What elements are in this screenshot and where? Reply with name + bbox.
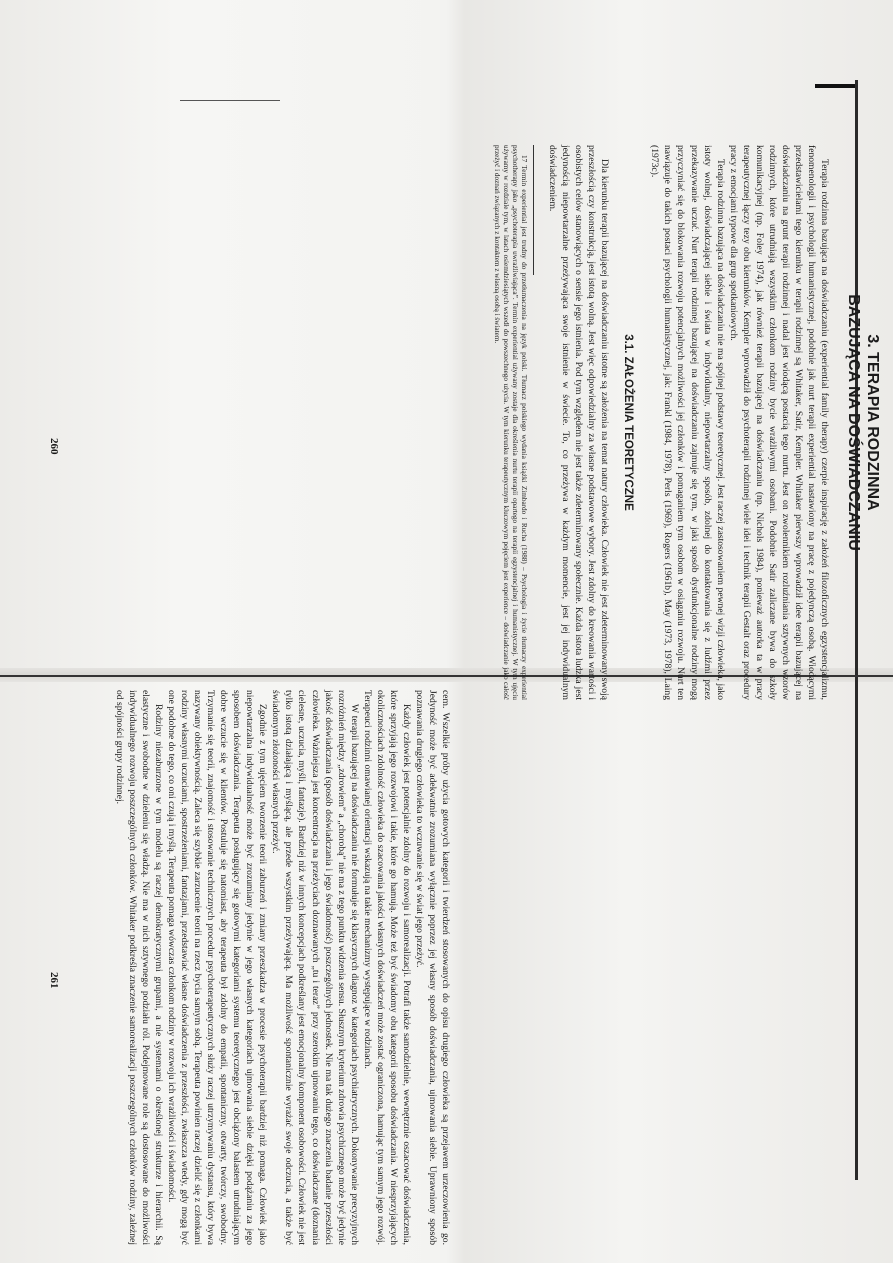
- paragraph: cem. Wszelkie próby użycia gotowych kategorii i twierdzeń stosowanych do opisu drugiego człowieka są przejawem urzeczowienia go. Jedyność może być adekwatnie zrozumiana wyłącznie poprzez jej własny sposób doświadczania, ujmowania siebie. Uprawniony sposób poznawania drugiego człowieka to wczuwanie się w świat jego przeżyć.: [413, 690, 451, 1245]
- paragraph: Terapia rodzinna bazująca na doświadczaniu (experiential family therapy) czerpie inspirację z założeń filozoficznych egzystencjalizmu, fenomenologii i psychologii humanistycznej, podobnie jak nurt terapii experiential nastawiony na pracę z pojedynczą osobą. Wiodącymi przedstawicielami tego kierunku w terapii rodzinnej są Whitaker, Satir, Kempler. Whitaker pierwszy wprowadził idee terapii bazującej na doświadczaniu na grunt terapii rodzinnej i nadal jest wiodącą postacią tego nurtu. Jest on zwolennikiem rozluźniania sztywnych wzorów rodzinnych, które utrudniają wszystkim członkom rodziny bycie wrażliwymi osobami. Podobnie Satir zaliczane bywa do szkoły komunikacyjnej (np. Foley 1974), jak również terapii bazującej na doświadczaniu (np. Nichols 1984), ponieważ autorka ta w pracy terapeutycznej łączy tezy obu kierunków. Kempler wprowadził do psychoterapii rodzinnej wiele idei i technik terapii Gestalt oraz procedury pracy z emocjami typowe dla grup spotkaniowych.: [727, 145, 830, 700]
- footnote: 17 Termin experiential jest trudny do przetłumaczenia na język polski. Tłumacz polskiego wydania książki Zimbardo i Rucha (1988) – Psychologia i życie tłumaczy experiential psychotherapy jako „psychoterapia uwrażliwiająca”. Termin experiential używany zostaje dla określenia nurtu terapii opartego na terapii egzystencjalnej i humanistycznej. W tym ujęciu używamy w rozdziale tym, w latach osiemdziesiątych wszedł do powszechnego użycia. W tym kierunku terapeutycznym kluczowym pojęciem jest experience – doświadczanie jako całość przeżyć i doznań związanych z kontaktem z własną osobą i światem.: [493, 145, 529, 700]
- paragraph: Terapia rodzinna bazująca na doświadczaniu nie ma spójnej podstawy teoretycznej. Jest raczej zastosowaniem pewnej wizji człowieka, jako istoty wolnej, doświadczającej siebie i świata w indywidualny, niepowtarzalny sposób, zdolnej do kontaktowania się z ludźmi przez przekazywanie uczuć. Nurt terapii rodzinnej bazującej na doświadczaniu zajmuje się tym, w jaki sposób dysfunkcjonalne rodziny mogą przyczyniać się do blokowania rozwoju potencjalnych możliwości jej członków i pomaganiem tym osobom w osiąganiu rozwoju. Nurt ten nawiązuje do takich postaci psychologii humanistycznej, jak: Frankl (1984, 1978), Perls (1969), Rogers (1961b), May (1973, 1978), Laing (1973c).: [649, 145, 726, 700]
- paragraph: Dla kierunku terapii bazującej na doświadczaniu istotne są założenia na temat natury człowieka. Człowiek nie jest zdeterminowany swoją przeszłością czy konstrukcją, jest istotą wolną. Jest więc odpowiedzialny za własne podstawowe wybory. Jest zdolny do kreowania wartości i osobistych celów stanowiących o sensie jego istnienia. Pod tym względem nie jest także zdeterminowany społecznie. Każda istota ludzka jest jedynością niepowtarzalne przeżywająca swoje istnienie w świecie. To, co przeżywa w każdym momencie, jest jej indywidualnym doświadczeniem.: [547, 145, 611, 700]
- scan-edge-line: [180, 100, 280, 101]
- right-page: [113, 690, 452, 1245]
- chapter-title: [844, 145, 882, 700]
- paragraph: Każdy człowiek jest potencjalnie zdolny do rozwoju i samorealizacji. Potrafi także samodzielnie, wewnętrznie oszacować doświadczenia, które sprzyjają jego rozwojowi i takie, które go hamują. Może też być świadomy obu kategorii sposobu doświadczania. W niesprzyjających okolicznościach zdolność człowieka do szacowania jakości własnych doświadczeń może zostać ograniczona, hamując tym samym jego rozwój. Terapeuci rodzinni omawianej orientacji wskazują na takie mechanizmy występujące w rodzinach.: [361, 690, 412, 1245]
- paragraph: Rodziny niezaburzone w tym modelu są raczej demokratycznymi grupami, a nie systemami o określonej strukturze i hierarchii. Są elastyczne i swobodne w dzieleniu się władzą. Nie ma w nich sztywnego podziału ról. Podejmowane role są dostosowane do możliwości indywidualnego rozwoju poszczególnych członków. Whitaker podkreśla znaczenie samorealizacji poszczególnych członków rodziny, zależnej od spójności grupy rodzinnej.: [113, 690, 164, 1245]
- paragraph: Zgodnie z tym ujęciem tworzenie teorii zaburzeń i zmiany przeszkadza w procesie psychoterapii bardziej niż pomaga. Człowiek jako niepowtarzalna indywidualność może być zrozumiany jedynie w jego własnych kategoriach ujmowania siebie dzięki podążaniu za jego sposobem doświadczania. Terapeuta posługujący się gotowymi kategoriami systemu teoretycznego jest obciążony balastem utrudniającym dobre wczucie się w klientów. Postuluje się natomiast, aby terapeuta był zdolny do empatii, spontaniczny, otwarty, twórczy, swobodny. Trzymanie się teorii, znajomość i stosowanie technicznych procedur psychoterapeutycznych służy raczej utrzymywaniu dystansu, który bywa nazywany obiektywnością. Zaleca się szybkie zarzucenie teorii na rzecz bycia samym sobą. Terapeuta powinien raczej dzielić się z członkami rodziny własnymi uczuciami, spostrzeżeniami, fantazjami, przedstawiać własne doświadczenia z przeszłości, zwłaszcza wtedy, gdy mogą być one podobne do tego, co oni czują i myślą. Terapeuta pomaga wówczas członkom rodziny w rozwoju ich wrażliwości i świadomości.: [166, 690, 269, 1245]
- scan-edge-line: [815, 84, 855, 88]
- chapter-title-line2: BAZUJĄCA NA DOŚWIADCZANIU: [845, 294, 862, 551]
- page-number: 260: [48, 438, 60, 455]
- paragraph: W terapii bazującej na doświadczaniu nie formułuje się klasycznych diagnoz w kategoriach psychiatrycznych. Dokonywanie precyzyjnych rozróżnień między „zdrowiem” a „chorobą” nie ma z tego punktu widzenia sensu. Słusznym kryterium zdrowia psychicznego może być jedynie jakość doświadczania (sposób doświadczania i jego świadomość) poszczególnych jednostek. Nie ma tak dużego znaczenia badanie przeszłości człowieka. Ważniejsza jest koncentracja na przeżyciach doznawanych „tu i teraz” przy szerokim ujmowaniu tego, co doświadczane (doznania cielesne, uczucia, myśli, fantazje). Bardziej niż w innych koncepcjach podkreślany jest emocjonalny komponent osobowości. Człowiek nie jest tylko istotą działającą i myślącą, ale przede wszystkim przeżywającą. Ma możliwość spontanicznie wyrażać swoje odczucia, a także być świadomym złożoności własnych przeżyć.: [270, 690, 360, 1245]
- chapter-title-line1: 3. TERAPIA RODZINNA: [864, 334, 881, 511]
- left-page: [492, 145, 882, 700]
- page-number: 261: [48, 972, 60, 989]
- footnote-divider: [533, 145, 534, 275]
- section-title: 3.1. ZAŁOŻENIA TEORETYCZNE: [622, 334, 635, 511]
